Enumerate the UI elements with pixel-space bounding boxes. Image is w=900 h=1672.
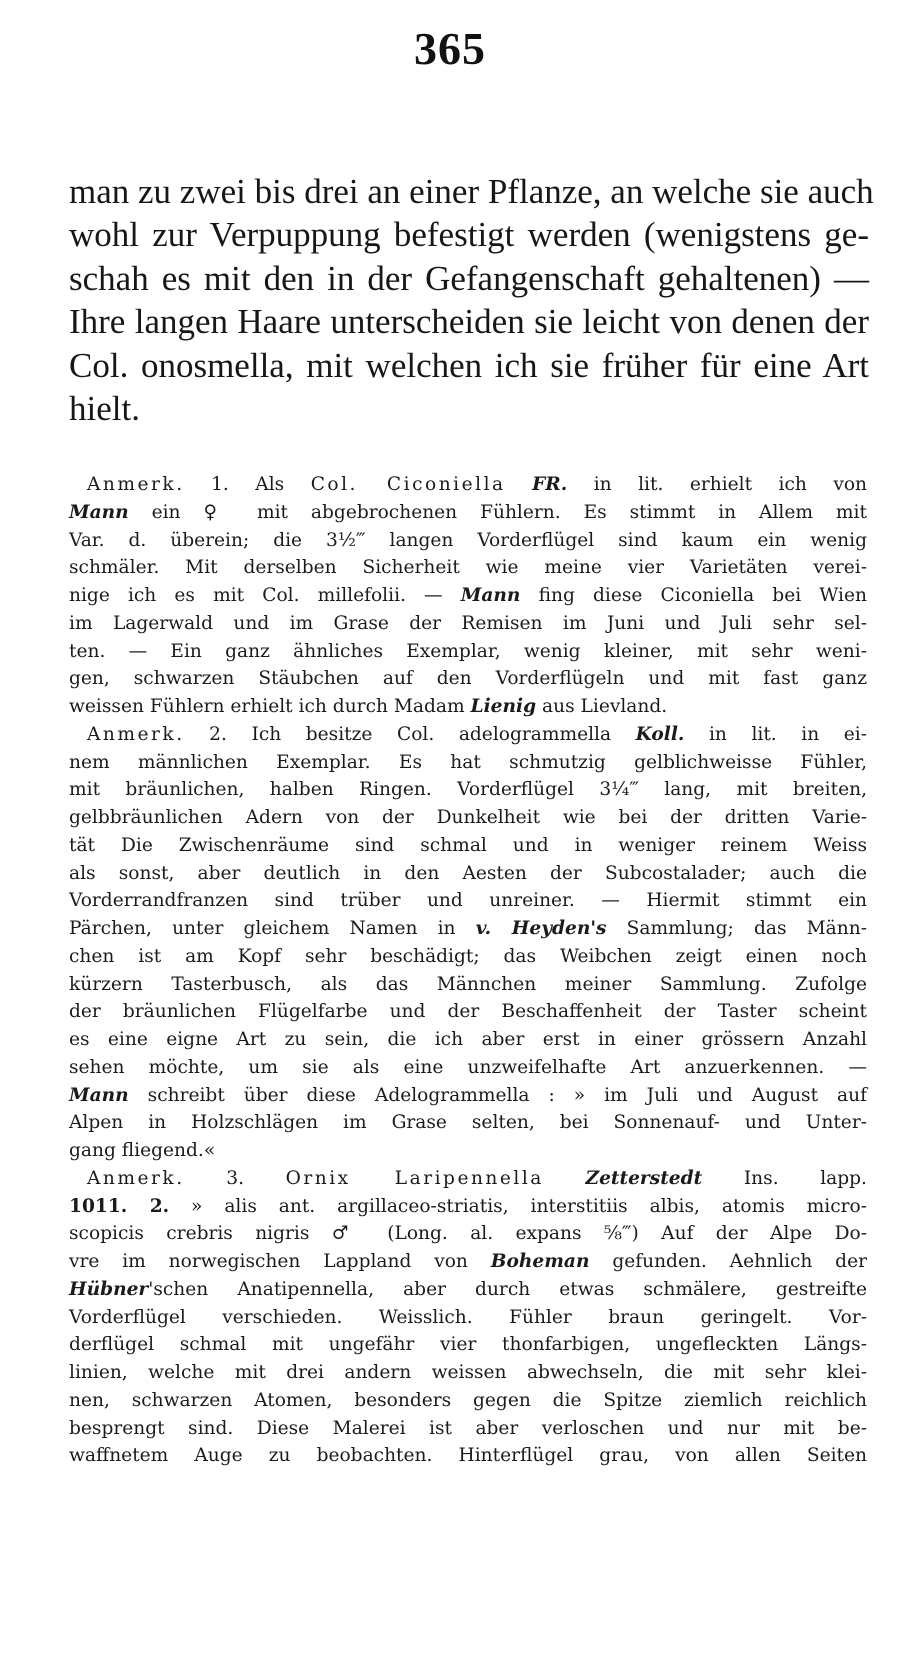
author-name: Zetterstedt <box>585 1167 703 1189</box>
note-label: Anmerk. <box>87 474 185 495</box>
text-line <box>69 1165 867 1193</box>
text-line <box>69 693 867 721</box>
text-run: Sammlung; das Männ- <box>626 918 867 939</box>
note-label: Anmerk. <box>87 1167 185 1189</box>
text-line: besprengt sind. Diese Malerei ist aber verloschen und nur mit be- <box>69 1417 867 1439</box>
text-line: nen, schwarzen Atomen, besonders gegen die Spitze ziemlich reichlich <box>69 1389 867 1411</box>
text-line: tät Die Zwischenräume sind schmal und in weniger reinem Weiss <box>69 834 867 856</box>
page-number: 365 <box>414 23 486 74</box>
text-run: schreibt über diese Adelogrammella : » im Juli und August auf <box>147 1084 867 1106</box>
text-line: man zu zwei bis drei an einer Pflanze, an welche sie auch <box>69 172 874 211</box>
note-label: Anmerk. <box>87 723 185 745</box>
species-name: Ornix Laripennella <box>285 1167 544 1189</box>
author-name: FR. <box>532 474 568 495</box>
text-run: in lit. erhielt ich von <box>593 474 867 495</box>
text-line <box>69 721 867 749</box>
text-line: hielt. <box>69 389 140 429</box>
text-run: vre im norwegischen Lappland von <box>69 1251 468 1272</box>
text-run: weissen Fühlern erhielt ich durch Madam <box>69 696 465 717</box>
note-1 <box>69 471 867 721</box>
author-name: v. Heyden's <box>475 918 607 939</box>
text-line <box>69 915 867 943</box>
author-name: Boheman <box>490 1251 590 1272</box>
text-run: Ins. lapp. <box>743 1167 867 1189</box>
text-line: nem männlichen Exemplar. Es hat schmutzig gelblichweisse Fühler, <box>69 751 867 773</box>
text-line: im Lagerwald und im Grase der Remisen im Juni und Juli sehr sel- <box>69 612 867 634</box>
text-line <box>69 1276 867 1304</box>
note-number: 1. <box>211 474 229 495</box>
note-2 <box>69 721 867 1165</box>
text-line: ten. — Ein ganz ähnliches Exemplar, wenig kleiner, mit sehr weni- <box>69 640 867 662</box>
author-name: Hübner <box>69 1278 149 1300</box>
note-number: 2. <box>209 723 227 745</box>
species-name: Col. Ciconiella <box>310 474 506 495</box>
text-run: 'schen Anatipennella, aber durch etwas schmälere, gestreifte <box>148 1278 867 1300</box>
note-number: 3. <box>226 1167 244 1189</box>
text-line: Var. d. überein; die 3½‴ langen Vorderflügel sind kaum ein wenig <box>69 529 867 551</box>
text-run: aus Lievland. <box>542 696 668 717</box>
text-line: scopicis crebris nigris ♂ (Long. al. expans ⅝‴) Auf der Alpe Do- <box>69 1223 867 1245</box>
author-name: Lienig <box>470 696 537 717</box>
text-line: wohl zur Verpuppung befestigt werden (wenigstens ge- <box>69 215 869 255</box>
text-line: Ihre langen Haare unterscheiden sie leicht von denen der <box>69 302 869 342</box>
text-line: Col. onosmella, mit welchen ich sie früher für eine Art <box>69 345 869 385</box>
text-run: Pärchen, unter gleichem Namen in <box>69 918 456 939</box>
text-line <box>69 1193 867 1221</box>
text-line: kürzern Tasterbusch, als das Männchen meiner Sammlung. Zufolge <box>69 973 867 995</box>
text-line: Vorderrandfranzen sind trüber und unreiner. — Hiermit stimmt ein <box>69 890 867 912</box>
text-line: es eine eigne Art zu sein, die ich aber erst in einer grössern Anzahl <box>69 1029 867 1050</box>
author-name: Koll. <box>635 723 685 745</box>
text-line: waffnetem Auge zu beobachten. Hinterflügel grau, von allen Seiten <box>69 1445 867 1467</box>
intro-paragraph <box>69 170 874 430</box>
text-line: gang fliegend.« <box>69 1140 216 1161</box>
text-line: gelbbräunlichen Adern von der Dunkelheit wie bei der dritten Varie- <box>69 807 867 828</box>
author-name: Mann <box>69 1084 129 1106</box>
text-line: linien, welche mit drei andern weissen abwechseln, die mit sehr klei- <box>69 1362 867 1383</box>
text-line: als sonst, aber deutlich in den Aesten der Subcostalader; auch die <box>69 862 867 884</box>
author-name: Mann <box>69 501 129 523</box>
text-line <box>69 499 867 527</box>
text-line: derflügel schmal mit ungefähr vier thonfarbigen, ungefleckten Längs- <box>69 1334 867 1356</box>
text-run: » alis ant. argillaceo-striatis, interstitiis albis, atomis micro- <box>191 1195 868 1217</box>
text-line <box>69 471 867 499</box>
text-run: Als <box>255 474 285 495</box>
text-line: sehen möchte, um sie als eine unzweifelhafte Art anzuerkennen. — <box>69 1056 867 1078</box>
text-run: nige ich es mit Col. millefolii. — <box>69 585 443 606</box>
text-line: mit bräunlichen, halben Ringen. Vorderflügel 3¼‴ lang, mit breiten, <box>69 779 867 801</box>
text-run: ein ♀ mit abgebrochenen Fühlern. Es stimmt in Allem mit <box>151 501 867 523</box>
reference-number: 1011. 2. <box>69 1195 170 1217</box>
text-line: chen ist am Kopf sehr beschädigt; das Weibchen zeigt einen noch <box>69 945 867 967</box>
text-run: gefunden. Aehnlich der <box>612 1251 867 1272</box>
text-line <box>69 1082 867 1110</box>
note-3 <box>69 1165 867 1470</box>
text-line: Vorderflügel verschieden. Weisslich. Fühler braun geringelt. Vor- <box>69 1306 867 1328</box>
text-run: in lit. in ei- <box>708 723 867 745</box>
text-run: fing diese Ciconiella bei Wien <box>538 585 867 606</box>
text-line <box>69 1248 867 1276</box>
text-run: Ich besitze Col. adelogrammella <box>251 723 612 745</box>
text-line: schmäler. Mit derselben Sicherheit wie meine vier Varietäten verei- <box>69 557 867 579</box>
text-line: Alpen in Holzschlägen im Grase selten, bei Sonnenauf- und Unter- <box>69 1112 867 1134</box>
text-line: der bräunlichen Flügelfarbe und der Beschaffenheit der Taster scheint <box>69 1001 867 1023</box>
footnotes <box>69 471 867 1470</box>
text-line <box>69 582 867 610</box>
text-line: schah es mit den in der Gefangenschaft gehaltenen) — <box>69 258 869 298</box>
author-name: Mann <box>460 585 521 606</box>
text-line: gen, schwarzen Stäubchen auf den Vorderflügeln und mit fast ganz <box>69 668 867 690</box>
